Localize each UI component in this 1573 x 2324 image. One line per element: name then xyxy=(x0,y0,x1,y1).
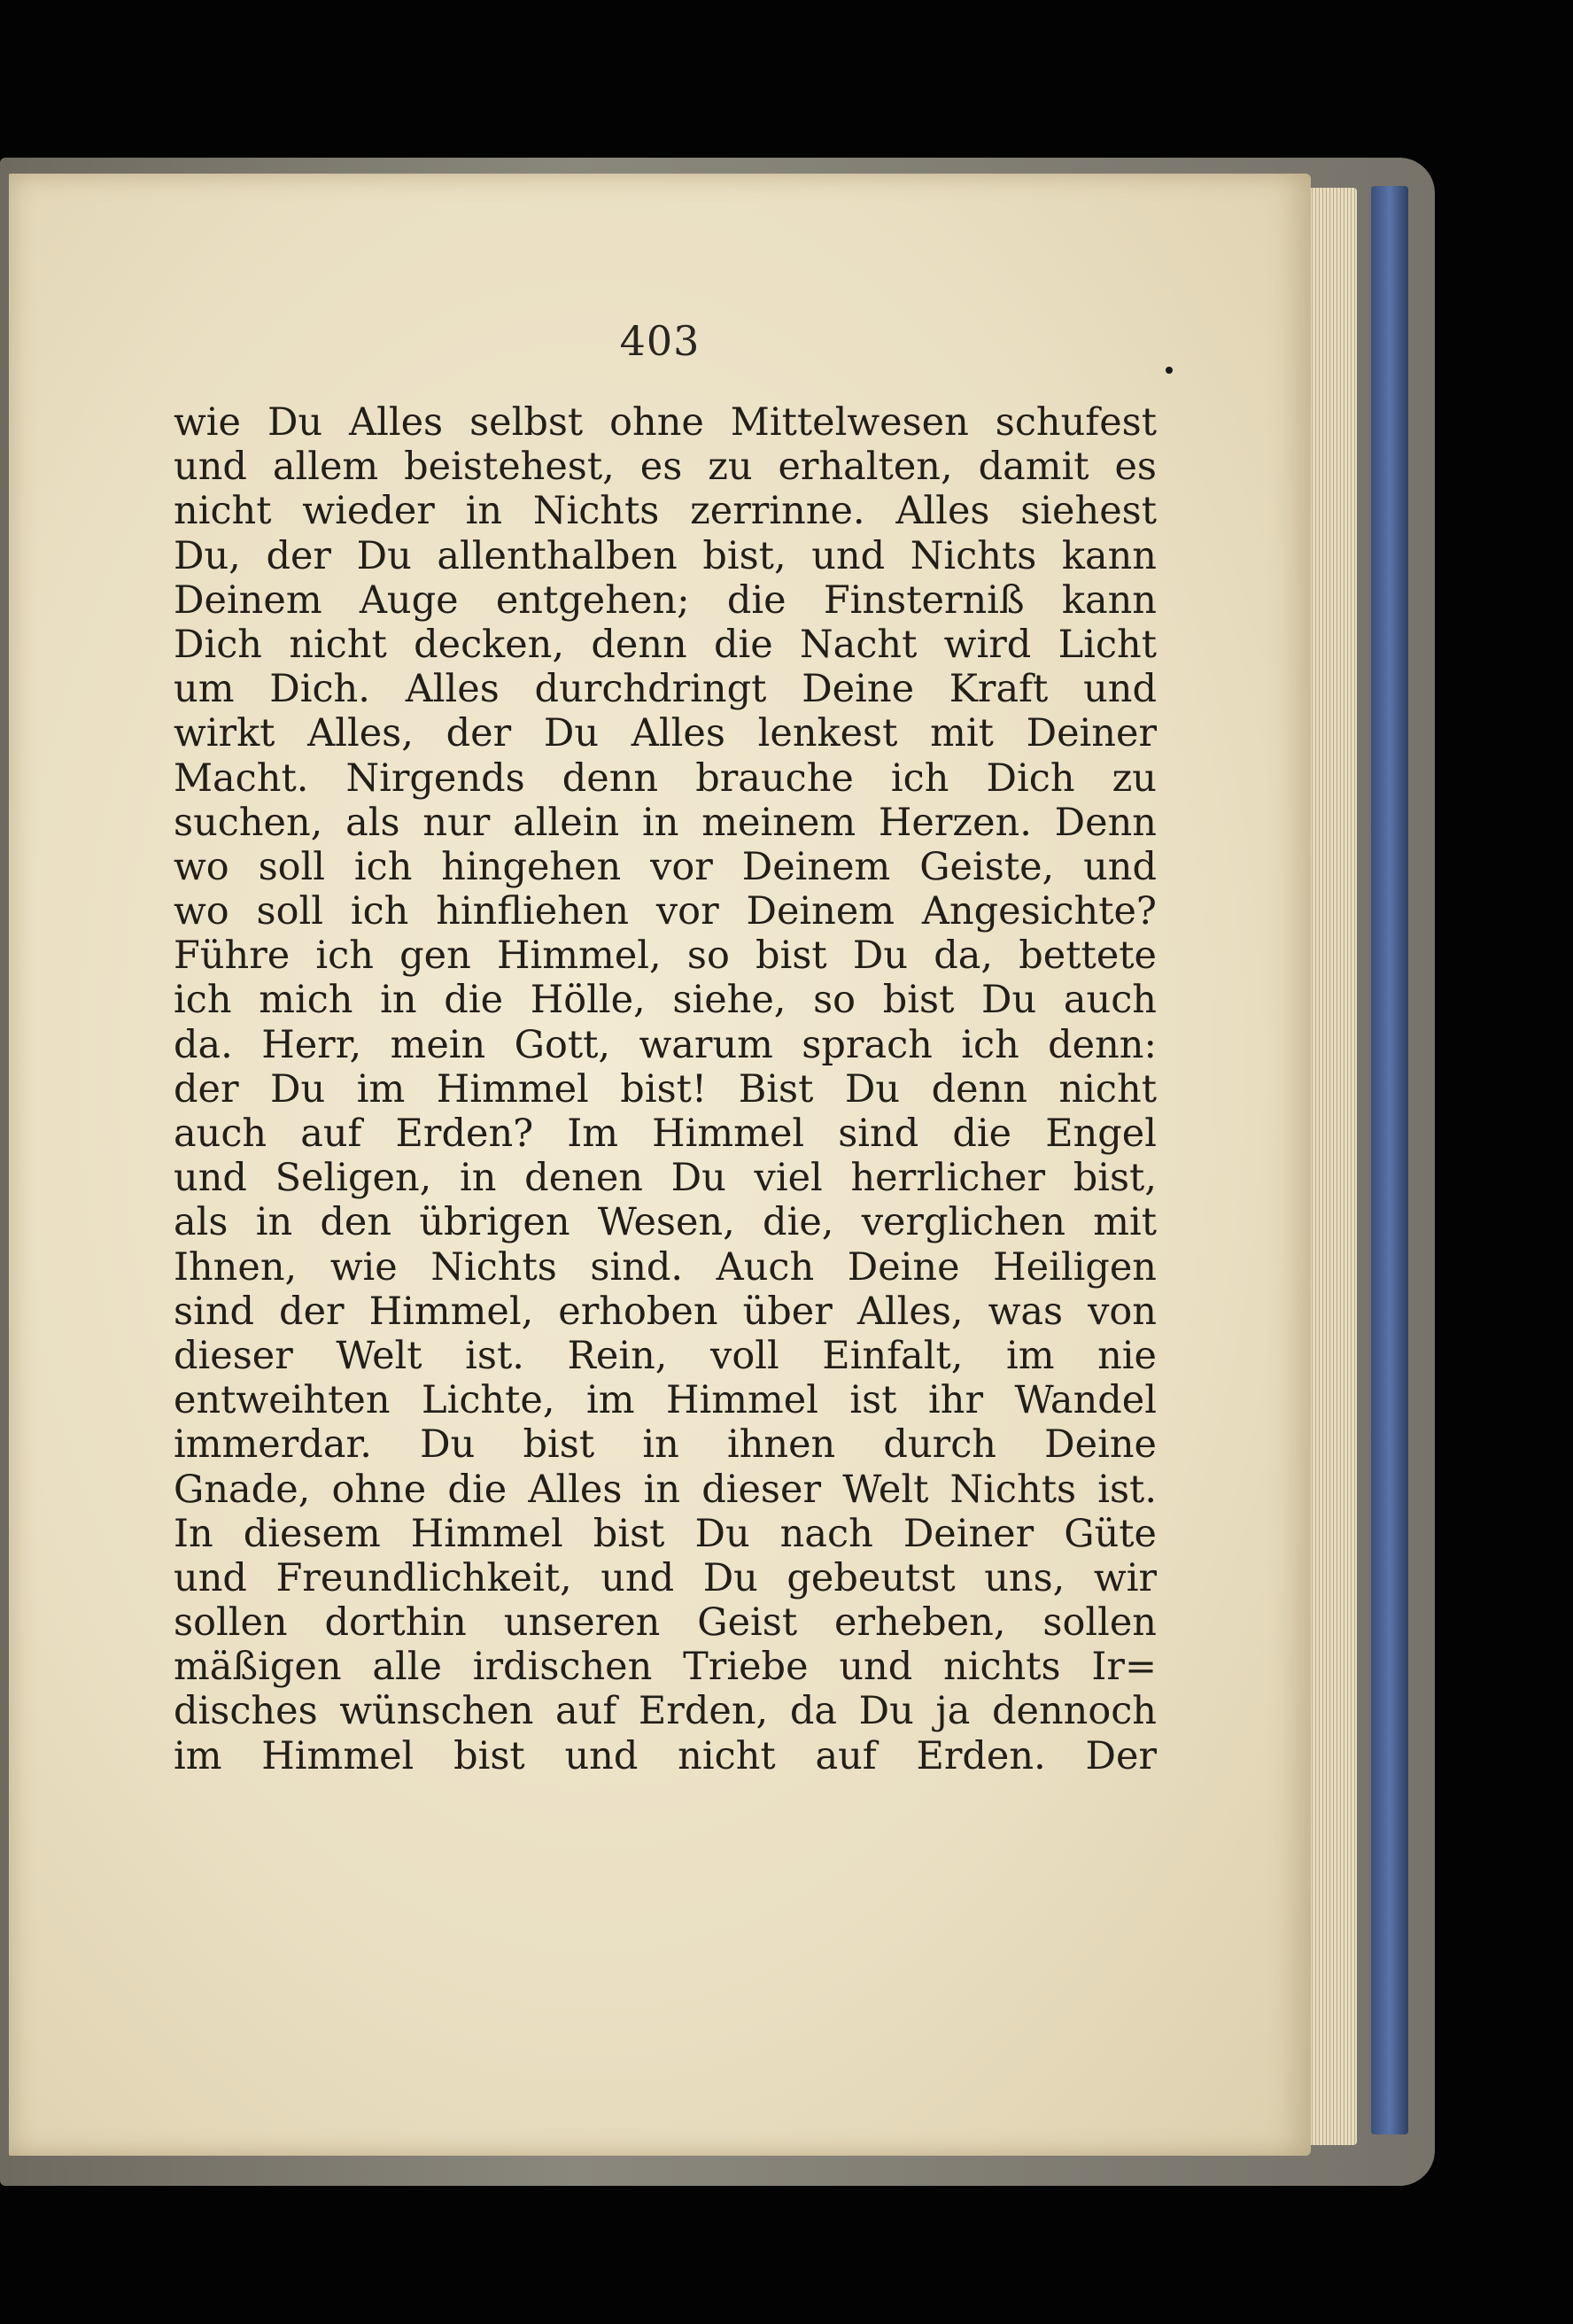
text-line: und allem beistehest, es zu erhalten, damit es xyxy=(174,445,1157,490)
page-number: 403 xyxy=(619,317,701,365)
text-line: Ihnen, wie Nichts sind. Auch Deine Heiligen xyxy=(174,1244,1157,1290)
text-line: wo soll ich hingehen vor Deinem Geiste, und xyxy=(174,844,1157,889)
text-line: In diesem Himmel bist Du nach Deiner Güte xyxy=(174,1511,1157,1556)
text-line: im Himmel bist und nicht auf Erden. Der xyxy=(174,1733,1157,1778)
text-line: auch auf Erden? Im Himmel sind die Engel xyxy=(174,1112,1157,1156)
text-line: Macht. Nirgends denn brauche ich Dich zu xyxy=(174,755,1157,801)
text-line: Du, der Du allenthalben bist, und Nichts kann xyxy=(174,533,1157,578)
text-line: da. Herr, mein Gott, warum sprach ich denn: xyxy=(174,1022,1157,1067)
text-line: wie Du Alles selbst ohne Mittelwesen schufest xyxy=(174,400,1157,445)
text-line: als in den übrigen Wesen, die, verglichen mit xyxy=(174,1200,1157,1245)
text-line: um Dich. Alles durchdringt Deine Kraft und xyxy=(174,667,1157,712)
ink-speck xyxy=(1166,367,1173,374)
text-line: sollen dorthin unseren Geist erheben, sollen xyxy=(174,1600,1157,1646)
text-line: suchen, als nur allein in meinem Herzen. Denn xyxy=(174,800,1157,845)
text-line: immerdar. Du bist in ihnen durch Deine xyxy=(174,1422,1157,1468)
text-line: wirkt Alles, der Du Alles lenkest mit Deiner xyxy=(174,711,1157,756)
text-line: der Du im Himmel bist! Bist Du denn nicht xyxy=(174,1066,1157,1112)
text-line: und Seligen, in denen Du viel herrlicher bist, xyxy=(174,1156,1157,1201)
text-line: entweihten Lichte, im Himmel ist ihr Wandel xyxy=(174,1378,1157,1423)
book-cover-edge xyxy=(1371,186,1408,2134)
text-line: Dich nicht decken, denn die Nacht wird Licht xyxy=(174,622,1157,667)
text-line: Deinem Auge entgehen; die Finsterniß kann xyxy=(174,577,1157,623)
text-line: nicht wieder in Nichts zerrinne. Alles siehest xyxy=(174,489,1157,534)
text-line: ich mich in die Hölle, siehe, so bist Du auch xyxy=(174,978,1157,1023)
text-line: Gnade, ohne die Alles in dieser Welt Nichts ist. xyxy=(174,1467,1157,1512)
text-line: wo soll ich hinfliehen vor Deinem Angesichte? xyxy=(174,889,1157,934)
text-line: sind der Himmel, erhoben über Alles, was von xyxy=(174,1289,1157,1334)
page-body-text xyxy=(174,400,1157,1778)
text-line: disches wünschen auf Erden, da Du ja dennoch xyxy=(174,1689,1157,1734)
text-line: und Freundlichkeit, und Du gebeutst uns, wir xyxy=(174,1555,1157,1600)
text-line: dieser Welt ist. Rein, voll Einfalt, im nie xyxy=(174,1333,1157,1378)
text-line: mäßigen alle irdischen Triebe und nichts Ir= xyxy=(174,1645,1157,1690)
text-line: Führe ich gen Himmel, so bist Du da, bettete xyxy=(174,933,1157,979)
